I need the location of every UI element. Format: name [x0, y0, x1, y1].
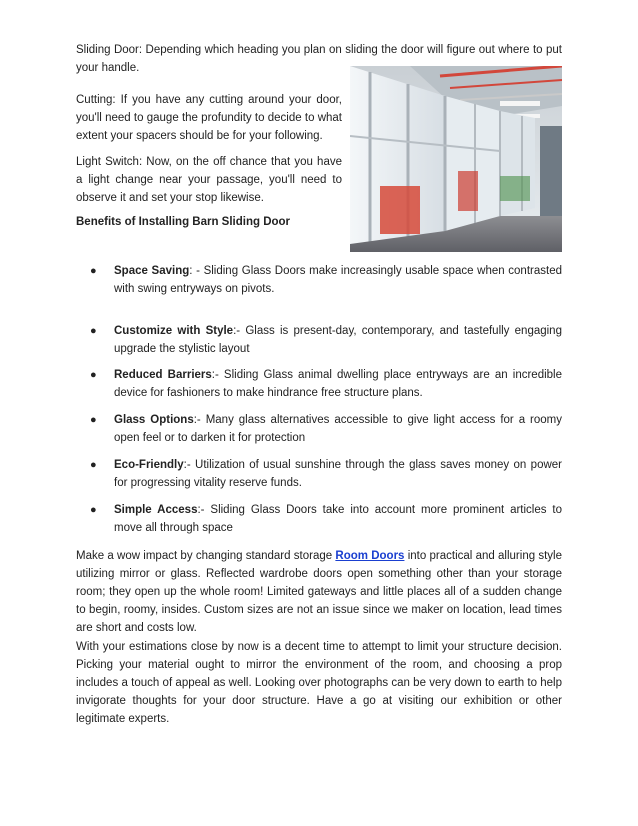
room-doors-paragraph — [76, 547, 562, 637]
benefit-title: Glass Options — [114, 414, 194, 426]
cutting-paragraph: Cutting: If you have any cutting around your door, you'll need to gauge the profundity to decide to what extent your spacers should be for your following. — [76, 94, 342, 142]
bullet-icon: ● — [90, 369, 97, 381]
benefit-title: Simple Access — [114, 504, 198, 516]
benefit-text: :- Sliding Glass Doors take into account more prominent articles to move all through space — [114, 504, 562, 534]
benefit-text: : - Sliding Glass Doors make increasingly usable space when contrasted with swing entryways on pivots. — [114, 265, 562, 295]
bullet-icon: ● — [90, 265, 97, 277]
benefit-text: :- Sliding Glass animal dwelling place entryways are an incredible device for fashioners to make hindrance free structure plans. — [114, 369, 563, 399]
light-switch-paragraph: Light Switch: Now, on the off chance that you have a light change near your passage, you'll need to observe it and set your stop likewise. — [76, 156, 342, 204]
office-photo-illustration — [350, 66, 562, 252]
benefit-title: Reduced Barriers — [114, 369, 212, 381]
benefit-title: Space Saving — [114, 265, 190, 277]
benefit-title: Eco-Friendly — [114, 459, 184, 471]
sliding-door-paragraph: Sliding Door: Depending which heading you plan on sliding the door will figure out where to put your handle. — [76, 44, 562, 74]
paragraph-text-after-link: into practical and alluring style utilizing mirror or glass. Reflected wardrobe doors open something other than your storage room; they open up the whole room! Limited gateways and little places all of a sudden change to begin, roomy, insides. Custom sizes are not an issue since we maker on location, lead times are short and costs low. — [76, 550, 563, 634]
bullet-icon: ● — [90, 504, 97, 516]
room-doors-link[interactable]: Room Doors — [335, 550, 405, 562]
bullet-icon: ● — [90, 325, 97, 337]
benefits-heading: Benefits of Installing Barn Sliding Door — [76, 216, 291, 228]
bullet-icon: ● — [90, 459, 97, 471]
benefit-text: :- Many glass alternatives accessible to give light access for a roomy open feel or to darken it for protection — [114, 414, 562, 444]
benefit-text: :- Glass is present-day, contemporary, and tastefully engaging upgrade the stylistic layout — [114, 325, 562, 355]
paragraph-text-before-link: Make a wow impact by changing standard storage — [76, 550, 336, 562]
estimations-paragraph: With your estimations close by now is a decent time to attempt to limit your structure decision. Picking your material ought to mirror the environment of the room, and choosing a prop includes a touch of appeal as well. Looking over photographs can be very down to earth to help invigorate thoughts for your door structure. Have a go at visiting our exhibition or other legitimate experts. — [76, 641, 562, 725]
benefit-title: Customize with Style — [114, 325, 234, 337]
bullet-icon: ● — [90, 414, 97, 426]
benefit-text: :- Utilization of usual sunshine through the glass saves money on power for progressing vitality reserve funds. — [114, 459, 562, 489]
office-glass-partition-photo — [350, 66, 562, 252]
